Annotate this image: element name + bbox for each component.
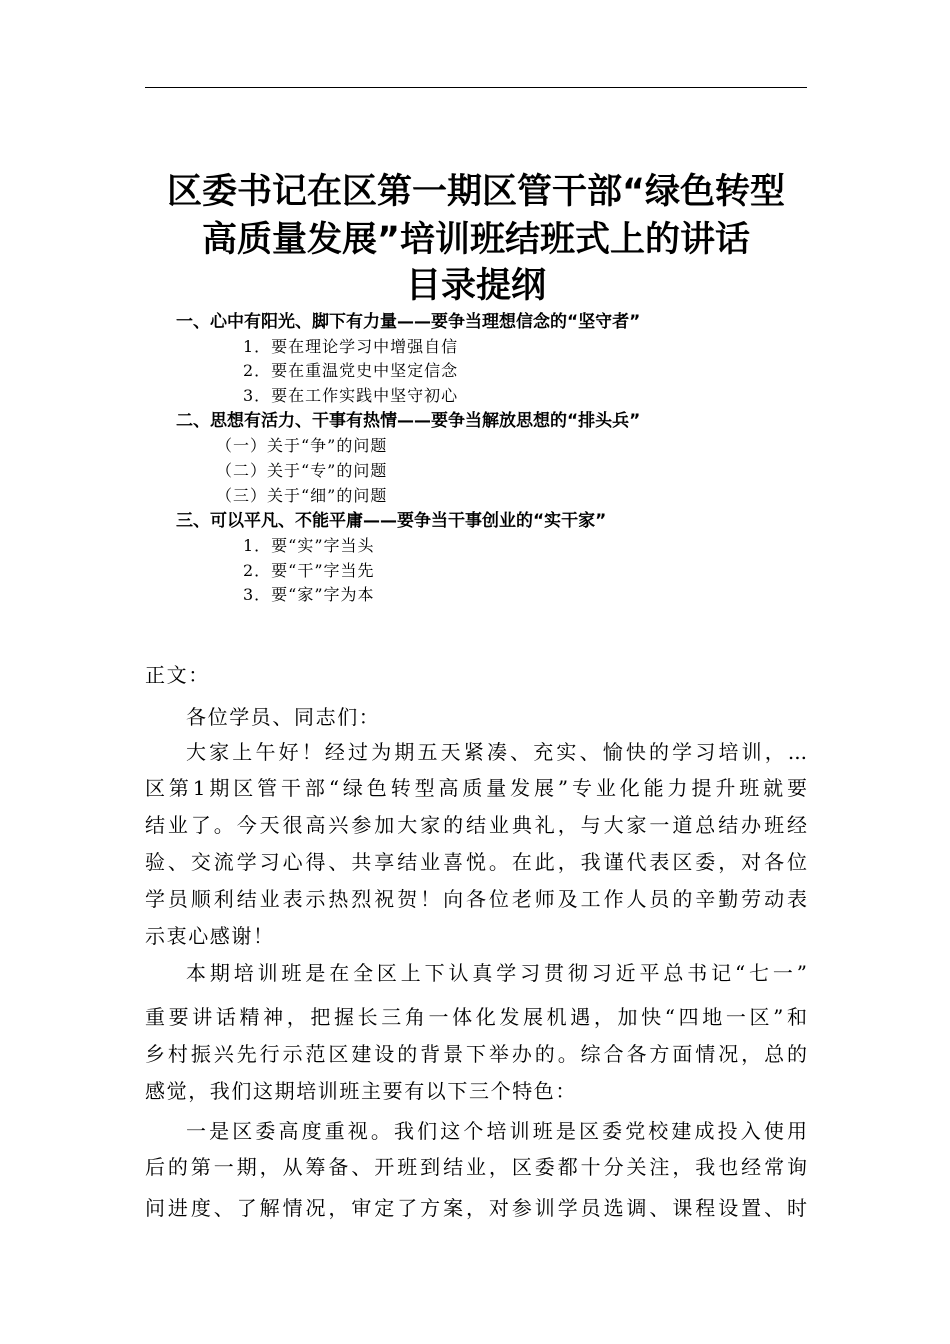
toc-section-1-item-2: 2．要在重温党史中坚定信念 xyxy=(243,361,459,380)
body-line: 一是区委高度重视。我们这个培训班是区委党校建成投入使用 xyxy=(186,1119,807,1143)
body-line: 大家上午好！经过为期五天紧凑、充实、愉快的学习培训，... xyxy=(186,740,807,764)
document-title-line-3: 目录提纲 xyxy=(405,266,546,306)
toc-section-3-item-2: 2．要“干”字当先 xyxy=(243,561,375,580)
toc-section-3-heading: 三、可以平凡、不能平庸——要争当干事创业的“实干家” xyxy=(176,511,607,531)
toc-section-2-heading: 二、思想有活力、干事有热情——要争当解放思想的“排头兵” xyxy=(176,411,641,431)
document-title-line-2: 高质量发展”培训班结班式上的讲话 xyxy=(201,220,750,260)
body-line: 区第1期区管干部“绿色转型高质量发展”专业化能力提升班就要 xyxy=(145,776,807,800)
toc-section-3-item-3: 3．要“家”字为本 xyxy=(243,585,375,604)
body-line: 结业了。今天很高兴参加大家的结业典礼，与大家一道总结办班经 xyxy=(145,813,807,837)
body-line: 本期培训班是在全区上下认真学习贯彻习近平总书记“七一” xyxy=(186,961,807,985)
document-title-line-1: 区委书记在区第一期区管干部“绿色转型 xyxy=(166,172,785,212)
toc-section-1-item-3: 3．要在工作实践中坚守初心 xyxy=(243,386,459,405)
body-line: 后的第一期，从筹备、开班到结业，区委都十分关注，我也经常询 xyxy=(145,1155,807,1179)
toc-section-2-item-2: （二）关于“专”的问题 xyxy=(216,461,388,480)
body-line: 感觉，我们这期培训班主要有以下三个特色： xyxy=(145,1079,577,1103)
body-label: 正文： xyxy=(145,663,210,687)
body-greeting: 各位学员、同志们： xyxy=(186,705,381,729)
header-rule xyxy=(145,87,807,88)
toc-section-2-item-1: （一）关于“争”的问题 xyxy=(216,436,388,455)
body-line: 问进度、了解情况，审定了方案，对参训学员选调、课程设置、时 xyxy=(145,1196,807,1220)
toc-section-1-heading: 一、心中有阳光、脚下有力量——要争当理想信念的“坚守者” xyxy=(176,312,641,332)
toc-section-1-item-1: 1．要在理论学习中增强自信 xyxy=(243,337,459,356)
body-line: 乡村振兴先行示范区建设的背景下举办的。综合各方面情况，总的 xyxy=(145,1042,807,1066)
toc-section-3-item-1: 1．要“实”字当头 xyxy=(243,536,375,555)
body-line: 重要讲话精神，把握长三角一体化发展机遇，加快“四地一区”和 xyxy=(145,1005,807,1029)
body-line: 示衷心感谢！ xyxy=(145,924,275,948)
body-line: 验、交流学习心得、共享结业喜悦。在此，我谨代表区委，对各位 xyxy=(145,850,807,874)
body-line: 学员顺利结业表示热烈祝贺！向各位老师及工作人员的辛勤劳动表 xyxy=(145,887,807,911)
toc-section-2-item-3: （三）关于“细”的问题 xyxy=(216,486,388,505)
